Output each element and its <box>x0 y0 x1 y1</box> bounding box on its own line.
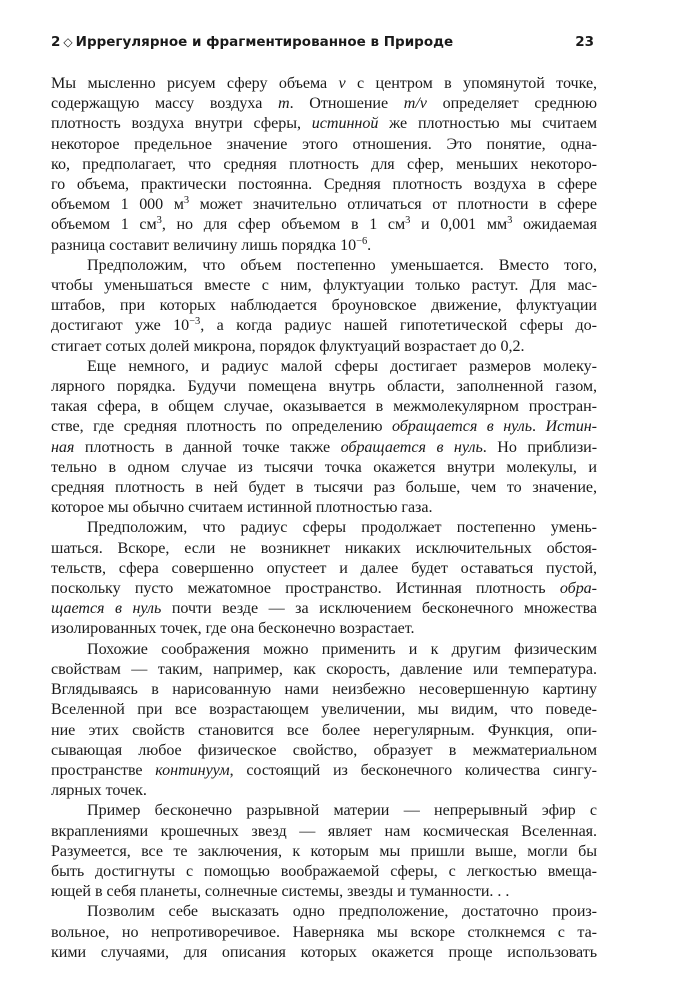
text-line <box>51 680 597 700</box>
text-run: Предположим, что объем постепенно уменьшается. Вместо того, <box>87 256 597 274</box>
text-run: стигает сотых долей микрона, порядок флуктуаций возрастает до 0,2. <box>51 337 525 355</box>
text-line <box>51 498 597 518</box>
paragraph <box>51 640 597 802</box>
text-run: . Отношение <box>289 95 404 113</box>
paragraph <box>51 801 597 902</box>
text-run: и 0,001 мм <box>410 216 508 234</box>
emphasis: m/v <box>403 95 427 113</box>
text-line <box>51 923 597 943</box>
text-run: которое мы обычно считаем истинной плотностью газа. <box>51 499 433 517</box>
text-run: сывающая любое физическое свойство, образует в межматериальном <box>51 741 597 759</box>
text-run: с центром в упомянутой точке, <box>345 75 598 92</box>
text-line <box>51 761 597 781</box>
emphasis: континуум <box>155 761 230 779</box>
text-run: достигают уже 10 <box>51 317 190 335</box>
body-text <box>51 74 597 963</box>
text-run: Вселенной при все возрастающем увеличении, мы видим, что поведе- <box>51 701 597 719</box>
text-run: , но для сфер объемом в 1 см <box>161 216 406 234</box>
emphasis: обра- <box>559 580 597 598</box>
text-run: свойствам — таким, например, как скорость, давление или температура. <box>51 660 597 678</box>
text-run: Мы мысленно рисуем сферу объема <box>51 75 339 92</box>
text-run: . <box>367 236 372 254</box>
text-line <box>51 518 597 538</box>
text-run: изолированных точек, где она бесконечно возрастает. <box>51 620 415 638</box>
text-line <box>51 640 597 660</box>
text-run: быть достигнуты с помощью воображаемой сферы, с легкостью вмеща- <box>51 862 597 880</box>
text-line <box>51 417 597 437</box>
chapter-heading <box>51 34 453 50</box>
superscript: −6 <box>356 235 368 247</box>
text-run: Предположим, что радиус сферы продолжает постепенно умень- <box>87 519 597 537</box>
text-line <box>51 660 597 680</box>
text-run: Позволим себе высказать одно предположение, достаточно произ- <box>87 903 597 921</box>
text-run: тельств, сфера совершенно опустеет и далее будет оставаться пустой, <box>51 559 597 577</box>
text-line <box>51 135 597 155</box>
text-run: плотность воздуха внутри сферы, <box>51 115 312 133</box>
text-line <box>51 438 597 458</box>
text-run: Вглядываясь в нарисованную нами неизбежно несовершенную картину <box>51 681 597 699</box>
text-run: средняя плотность в ней будет в тысячи раз больше, чем то значение, <box>51 479 597 497</box>
text-line <box>51 357 597 377</box>
text-line <box>51 781 597 801</box>
text-line <box>51 579 597 599</box>
text-line <box>51 236 597 256</box>
text-run: же плотностью мы считаем <box>378 115 598 133</box>
text-run: кими случаями, для описания которых окажется проще использовать <box>51 943 597 961</box>
text-line <box>51 175 597 195</box>
emphasis: v <box>338 75 346 92</box>
text-run: ние этих свойств становится все более нерегулярным. Функция, опи- <box>51 721 597 739</box>
text-line <box>51 619 597 639</box>
text-run: ко, предполагает, что средняя плотность для сфер, меньших некоторо- <box>51 155 597 173</box>
emphasis: щается в нуль <box>51 600 162 618</box>
text-line <box>51 862 597 882</box>
text-run: объемом 1 см <box>51 216 157 234</box>
text-line <box>51 882 597 902</box>
text-line <box>51 943 597 963</box>
text-line <box>51 114 597 134</box>
superscript: 3 <box>183 195 190 207</box>
text-run: Разумеется, все те заключения, к которым мы пришли выше, могли бы <box>51 842 597 860</box>
text-line <box>51 337 597 357</box>
text-run: некоторое предельное значение этого отношения. Это понятие, одна- <box>51 135 597 153</box>
text-line <box>51 215 597 235</box>
text-run: лярных точек. <box>51 782 147 800</box>
text-run: Пример бесконечно разрывной материи — непрерывный эфир с <box>87 802 597 820</box>
text-run: может значительно отличаться от плотности в сфере <box>189 196 597 214</box>
text-run: го объема, практически постоянна. Средняя плотность воздуха в сфере <box>51 176 597 194</box>
text-line <box>51 559 597 579</box>
emphasis: истинной <box>311 115 379 133</box>
text-run: ожидаемая <box>512 216 597 234</box>
text-run: Еще немного, и радиус малой сферы достигает размеров молеку- <box>87 357 597 375</box>
text-run: поскольку пусто межатомное пространство. Истинная плотность <box>51 580 560 598</box>
text-run: штабов, при которых наблюдается броуновское движение, флуктуации <box>51 297 597 315</box>
text-run: . <box>532 418 546 436</box>
text-line <box>51 599 597 619</box>
text-run: разница составит величину лишь порядка 10 <box>51 236 357 254</box>
emphasis: Истин- <box>545 418 597 436</box>
text-run: определяет среднюю <box>426 95 597 113</box>
text-run: лярного порядка. Будучи помещена внутрь области, заполненной газом, <box>51 378 597 396</box>
text-run: чтобы уменьшаться вместе с ним, флуктуации только растут. Для мас- <box>51 277 597 295</box>
text-line <box>51 155 597 175</box>
superscript: 3 <box>156 215 162 227</box>
paragraph <box>51 518 597 639</box>
paragraph <box>51 357 597 519</box>
text-run: шаться. Вскоре, если не возникнет никаких исключительных обстоя- <box>51 539 597 557</box>
text-line <box>51 458 597 478</box>
text-line <box>51 842 597 862</box>
text-line <box>51 397 597 417</box>
text-run: , а когда радиус нашей гипотетической сферы до- <box>200 317 597 335</box>
text-run: такая сфера, в общем случае, оказывается в межмолекулярном простран- <box>51 398 597 416</box>
superscript: 3 <box>507 215 513 227</box>
chapter-number: 2 <box>51 34 61 50</box>
text-run: тельно в одном случае из тысячи точка окажется внутри молекулы, и <box>51 458 597 476</box>
text-run: содержащую массу воздуха <box>51 95 279 113</box>
text-run: плотность в данной точке также <box>74 438 341 456</box>
paragraph <box>51 74 597 256</box>
text-line <box>51 700 597 720</box>
text-line <box>51 195 597 215</box>
text-line <box>51 94 597 114</box>
text-line <box>51 256 597 276</box>
text-run: вкраплениями крошечных звезд — являет нам космическая Вселенная. <box>51 822 597 840</box>
text-run: . Но приблизи- <box>482 438 597 456</box>
emphasis: обращается в нуль <box>391 418 533 436</box>
text-run: ющей в себя планеты, солнечные системы, звезды и туманности. . . <box>51 883 510 901</box>
emphasis: m <box>278 95 290 113</box>
text-run: пространстве <box>51 761 156 779</box>
text-line <box>51 377 597 397</box>
text-line <box>51 478 597 498</box>
text-line <box>51 902 597 922</box>
diamond-icon: ◇ <box>63 35 73 49</box>
text-run: вольное, но непротиворечивое. Наверняка мы вскоре столкнемся с та- <box>51 923 597 941</box>
text-line <box>51 276 597 296</box>
text-run: , состоящий из бесконечного количества сингу- <box>229 761 597 779</box>
text-run: Похожие соображения можно применить и к другим физическим <box>87 640 597 658</box>
text-line <box>51 74 597 94</box>
running-head <box>51 34 594 50</box>
text-line <box>51 296 597 316</box>
paragraph <box>51 902 597 963</box>
superscript: −3 <box>189 316 201 328</box>
text-line <box>51 741 597 761</box>
text-run: стве, где средняя плотность по определению <box>51 418 392 436</box>
superscript: 3 <box>405 215 411 227</box>
text-line <box>51 316 597 336</box>
paragraph <box>51 256 597 357</box>
emphasis: ная <box>51 438 75 456</box>
text-line <box>51 539 597 559</box>
text-line <box>51 721 597 741</box>
text-line <box>51 822 597 842</box>
emphasis: обращается в нуль <box>340 438 483 456</box>
text-run: объемом 1 000 м <box>51 196 184 214</box>
chapter-title: Иррегулярное и фрагментированное в Природе <box>75 34 454 50</box>
text-line <box>51 801 597 821</box>
page-number: 23 <box>575 34 594 50</box>
text-run: почти везде — за исключением бесконечного множества <box>161 600 597 618</box>
